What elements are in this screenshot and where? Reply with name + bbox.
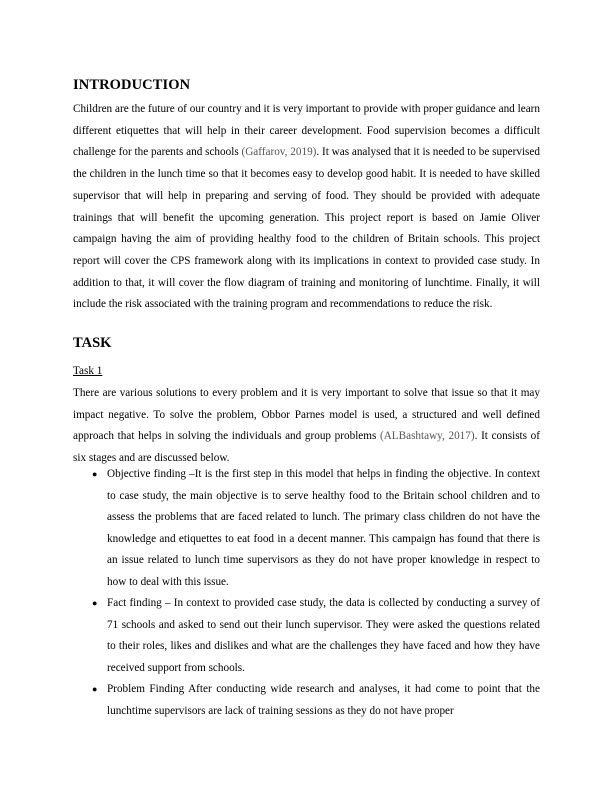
citation-albashtawy: (ALBashtawy, 2017) — [380, 430, 475, 442]
stages-bullet-list — [92, 464, 540, 722]
task1-paragraph — [73, 383, 540, 469]
citation-gaffarov: (Gaffarov, 2019) — [241, 146, 317, 159]
introduction-text-part2: . It was analysed that it is needed to be supervised the children in the lunch time so that it becomes easy to develop good habit. It is needed to have skilled supervisor that will help in preparing and serving of food. They should be provided with adequate trainings that will benefit the upcoming generation. This project report is based on Jamie Oliver campaign having the aim of providing healthy food to the children of Britain schools. This project report will cover the CPS framework along with its implications in context to provided case study. In addition to that, it will cover the flow diagram of training and monitoring of lunchtime. Finally, it will include the risk associated with the training program and recommendations to reduce the risk. — [73, 146, 540, 311]
list-item — [92, 464, 540, 593]
introduction-text-part1: Children are the future of our country and it is very important to provide with proper guidance and learn different etiquettes that will help in their career development. Food supervision becomes a difficult challenge for the parents and schools — [73, 103, 540, 159]
introduction-heading: INTRODUCTION — [73, 77, 191, 93]
bullet-icon: ● — [92, 598, 98, 608]
task1-subheading: Task 1 — [73, 365, 103, 377]
list-item-text: Objective finding –It is the first step in this model that helps in finding the objective. In context to case study, the main objective is to serve healthy food to the Britain school children and to assess the problems that are faced related to lunch. The primary class children do not have the knowledge and etiquettes to eat food in a decent manner. This campaign has found that there is an issue related to lunch time supervisors as they do not have proper knowledge in respect to how to deal with this issue. — [107, 468, 540, 588]
bullet-icon: ● — [92, 684, 98, 694]
bullet-icon: ● — [92, 469, 98, 479]
list-item-text: Problem Finding After conducting wide research and analyses, it had come to point that the lunchtime supervisors are lack of training sessions as they do not have proper — [107, 683, 540, 717]
task1-text-part2: . It consists of six stages and are discussed below. — [73, 430, 540, 464]
task-heading: TASK — [73, 335, 112, 351]
introduction-paragraph — [73, 99, 540, 316]
list-item — [92, 593, 540, 679]
list-item-text: Fact finding – In context to provided case study, the data is collected by conducting a survey of 71 schools and asked to send out their lunch supervisor. They were asked the questions related to their roles, likes and dislikes and what are the challenges they have faced and how they have received support from schools. — [107, 597, 540, 674]
task1-text-part1: There are various solutions to every problem and it is very important to solve that issue so that it may impact negative. To solve the problem, Obbor Parnes model is used, a structured and well defined approach that helps in solving the individuals and group problems — [73, 387, 540, 442]
list-item — [92, 679, 540, 722]
